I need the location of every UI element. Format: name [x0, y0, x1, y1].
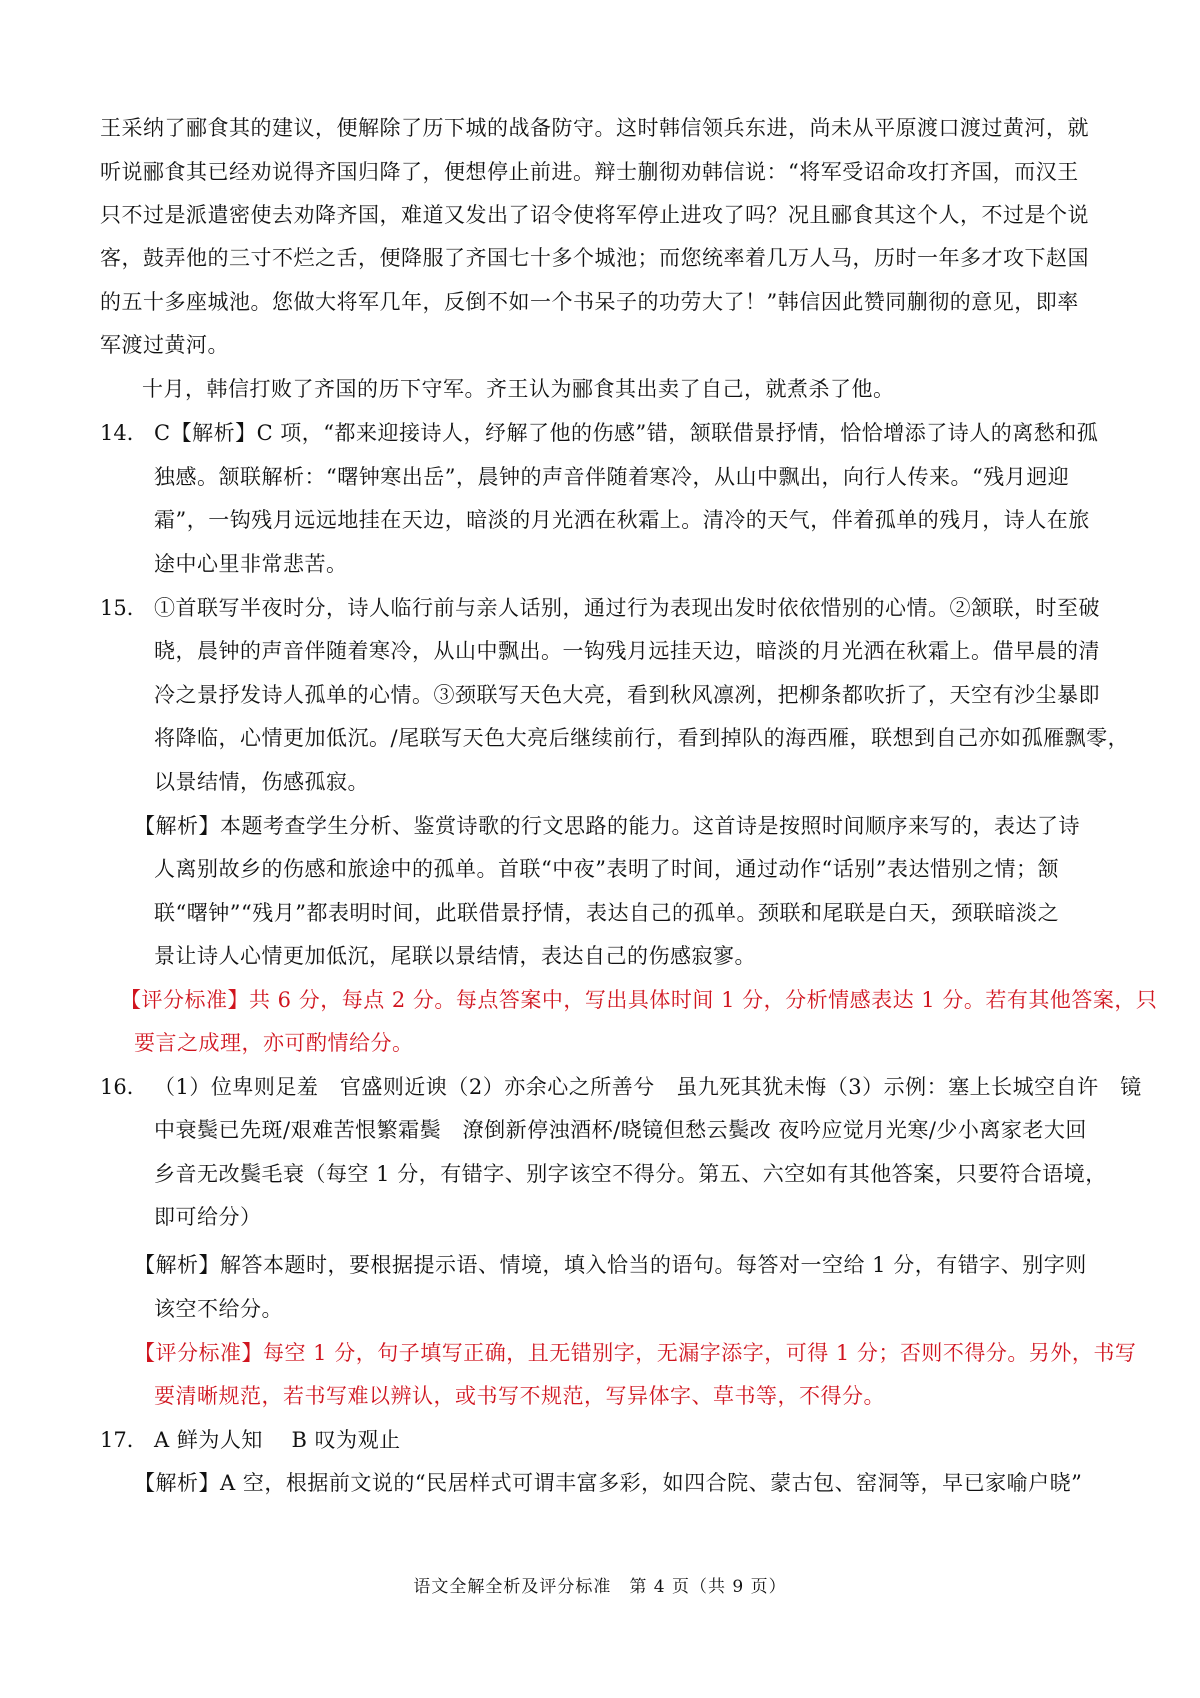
q16-analysis-line: 【解析】解答本题时，要根据提示语、情境，填入恰当的语句。每答对一空给 1 分，有错字、别字则 [134, 1253, 1087, 1277]
translation-paragraph: 十月，韩信打败了齐国的历下守军。齐王认为郦食其出卖了自己，就煮杀了他。 [142, 377, 895, 401]
page-footer: 语文全解全析及评分标准 第 4 页（共 9 页） [413, 1577, 787, 1597]
q16-answer-line: 乡音无改鬓毛衰（每空 1 分，有错字、别字该空不得分。第五、六空如有其他答案，只要符合语境， [154, 1162, 1107, 1186]
translation-line: 听说郦食其已经劝说得齐国归降了，便想停止前进。辩士蒯彻劝韩信说：“将军受诏命攻打齐国，而汉王 [100, 160, 1079, 184]
q17-answer-line: A 鲜为人知 B 叹为观止 [154, 1428, 401, 1452]
translation-line: 军渡过黄河。 [100, 333, 229, 357]
q15-answer-line: ①首联写半夜时分，诗人临行前与亲人话别，通过行为表现出发时依依惜别的心情。②颔联，时至破 [154, 596, 1100, 620]
q15-analysis-line: 联“曙钟”“残月”都表明时间，此联借景抒情，表达自己的孤单。颈联和尾联是白天，颈联暗淡之 [154, 901, 1059, 925]
q16-analysis-line: 该空不给分。 [154, 1297, 283, 1321]
q15-analysis-line: 人离别故乡的伤感和旅途中的孤单。首联“中夜”表明了时间，通过动作“话别”表达惜别之情；颔 [154, 857, 1059, 881]
q15-analysis-line: 景让诗人心情更加低沉，尾联以景结情，表达自己的伤感寂寥。 [154, 944, 756, 968]
q15-answer-line: 晓，晨钟的声音伴随着寒冷，从山中飘出。一钩残月远挂天边，暗淡的月光洒在秋霜上。借早晨的清 [154, 639, 1100, 663]
q15-answer-line: 将降临，心情更加低沉。/尾联写天色大亮后继续前行，看到掉队的海西雁，联想到自己亦如孤雁飘零， [154, 726, 1130, 750]
q14-answer-line: 独感。颔联解析：“曙钟寒出岳”，晨钟的声音伴随着寒冷，从山中飘出，向行人传来。“残月迥迎 [154, 465, 1070, 489]
question-number-15: 15． [100, 596, 148, 620]
q15-answer-line: 冷之景抒发诗人孤单的心情。③颈联写天色大亮，看到秋风凛冽，把柳条都吹折了，天空有沙尘暴即 [154, 683, 1100, 707]
q17-analysis-line: 【解析】A 空，根据前文说的“民居样式可谓丰富多彩，如四合院、蒙古包、窑洞等，早已家喻户晓” [134, 1471, 1083, 1495]
translation-line: 只不过是派遣密使去劝降齐国，难道又发出了诏令使将军停止进攻了吗？况且郦食其这个人，不过是个说 [100, 203, 1089, 227]
translation-line: 王采纳了郦食其的建议，便解除了历下城的战备防守。这时韩信领兵东进，尚未从平原渡口渡过黄河，就 [100, 116, 1089, 140]
q14-answer-line: 霜”，一钩残月远远地挂在天边，暗淡的月光洒在秋霜上。清冷的天气，伴着孤单的残月，诗人在旅 [154, 508, 1090, 532]
q15-analysis-line: 【解析】本题考查学生分析、鉴赏诗歌的行文思路的能力。这首诗是按照时间顺序来写的，表达了诗 [134, 814, 1080, 838]
question-number-17: 17． [100, 1428, 148, 1452]
q16-answer-line: 即可给分） [154, 1205, 262, 1229]
q15-scoring-line: 【评分标准】共 6 分，每点 2 分。每点答案中，写出具体时间 1 分，分析情感表达 1 分。若有其他答案，只 [120, 988, 1158, 1012]
q15-answer-line: 以景结情，伤感孤寂。 [154, 770, 369, 794]
translation-line: 的五十多座城池。您做大将军几年，反倒不如一个书呆子的功劳大了！”韩信因此赞同蒯彻的意见，即率 [100, 290, 1079, 314]
q16-scoring-line: 【评分标准】每空 1 分，句子填写正确，且无错别字，无漏字添字，可得 1 分；否则不得分。另外，书写 [134, 1341, 1137, 1365]
q15-scoring-line: 要言之成理，亦可酌情给分。 [134, 1031, 414, 1055]
question-number-16: 16． [100, 1075, 148, 1099]
q16-scoring-line: 要清晰规范，若书写难以辨认，或书写不规范，写异体字、草书等，不得分。 [154, 1384, 885, 1408]
q16-answer-line: 中衰鬓已先斑/艰难苦恨繁霜鬓 潦倒新停浊酒杯/晓镜但愁云鬓改 夜吟应觉月光寒/少小离家老大回 [154, 1118, 1087, 1142]
q16-answer-line: （1）位卑则足羞 官盛则近谀（2）亦余心之所善兮 虽九死其犹未悔（3）示例：塞上长城空自许 镜 [154, 1075, 1142, 1099]
q14-answer-line: C【解析】C 项，“都来迎接诗人，纾解了他的伤感”错，颔联借景抒情，恰恰增添了诗人的离愁和孤 [154, 421, 1099, 445]
translation-line: 客，鼓弄他的三寸不烂之舌，便降服了齐国七十多个城池；而您统率着几万人马，历时一年多才攻下赵国 [100, 246, 1089, 270]
question-number-14: 14． [100, 421, 148, 445]
q14-answer-line: 途中心里非常悲苦。 [154, 552, 348, 576]
